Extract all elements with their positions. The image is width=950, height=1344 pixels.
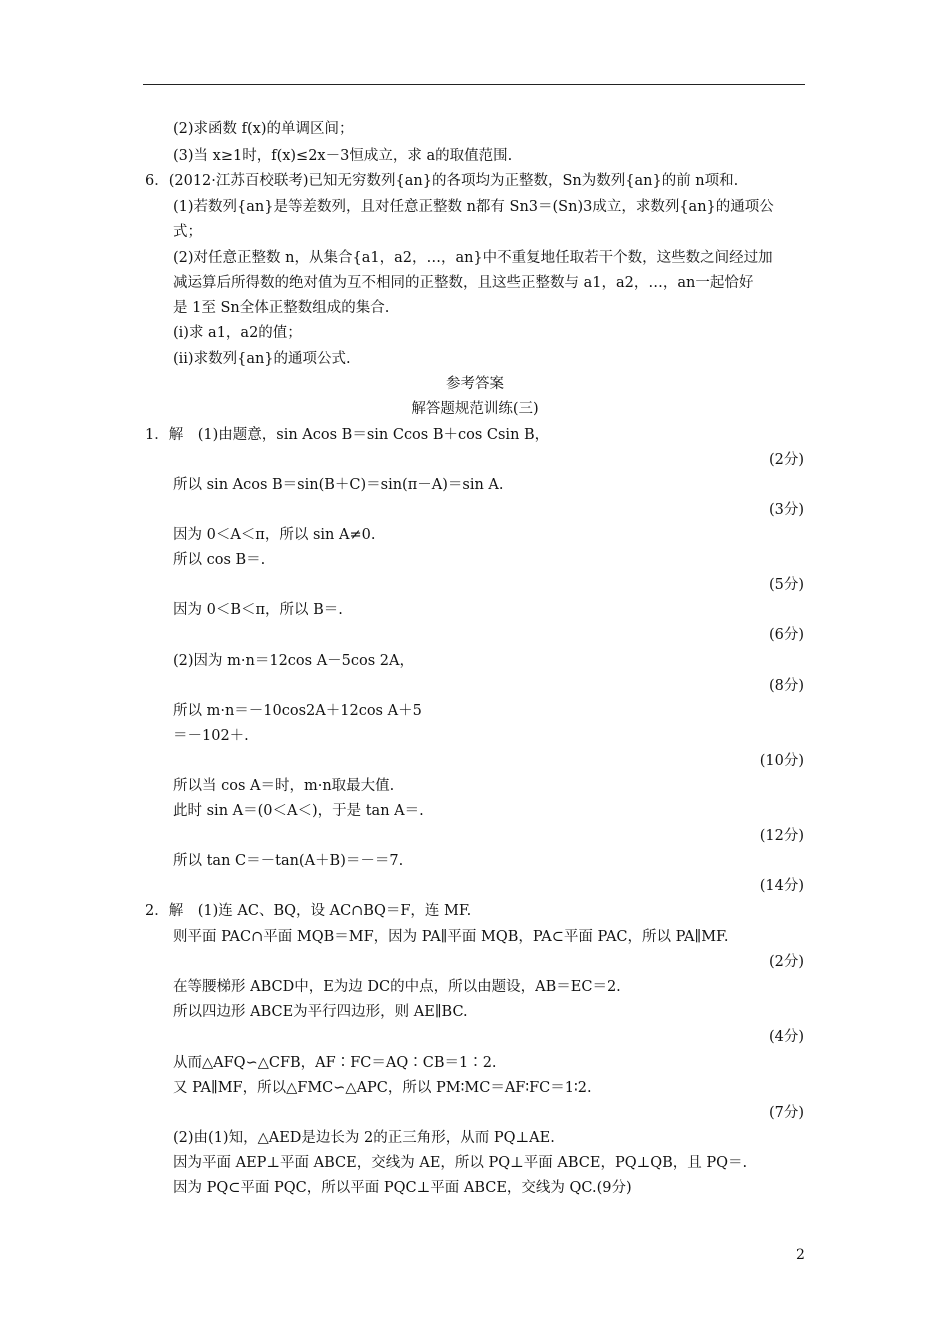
s2-line2: 则平面 PAC∩平面 MQB＝MF，因为 PA∥平面 MQB，PA⊂平面 PAC，所以 PA∥MF. <box>173 929 729 945</box>
s2-line4: 所以四边形 ABCE为平行四边形，则 AE∥BC. <box>173 1004 468 1020</box>
s1-line4: 所以 cos B＝. <box>173 552 266 568</box>
s1-line2: 所以 sin Acos B＝sin(B＋C)＝sin(π－A)＝sin A. <box>173 477 504 493</box>
q6-stem: 6．(2012·江苏百校联考)已知无穷数列{an}的各项均为正整数，Sn为数列{an}的前 n项和. <box>145 173 739 189</box>
s1-score7: (12分) <box>759 828 804 844</box>
q6-part2-line1: (2)对任意正整数 n，从集合{a1，a2，…，an}中不重复地任取若干个数，这些数之间经过加 <box>173 250 773 266</box>
s1-line7: 所以 m·n＝－10cos2A＋12cos A＋5 <box>173 703 422 719</box>
s1-score1: (2分) <box>768 452 804 468</box>
s2-score2: (4分) <box>768 1029 804 1045</box>
s1-score2: (3分) <box>768 502 804 518</box>
s2-line7: (2)由(1)知，△AED是边长为 2的正三角形，从而 PQ⊥AE. <box>173 1130 555 1146</box>
q6-part1-line2: 式； <box>173 224 202 240</box>
s1-score8: (14分) <box>759 878 804 894</box>
s1-line10: 此时 sin A＝(0＜A＜)，于是 tan A＝. <box>173 803 424 819</box>
s1-line6: (2)因为 m·n＝12cos A－5cos 2A， <box>173 653 414 669</box>
s1-line5: 因为 0＜B＜π，所以 B＝. <box>173 602 343 618</box>
q6-part2-line3: 是 1至 Sn全体正整数组成的集合. <box>173 300 390 316</box>
answers-subheading: 解答题规范训练(三) <box>411 401 539 417</box>
s2-line5: 从而△AFQ∽△CFB，AF∶FC＝AQ∶CB＝1∶2. <box>173 1055 497 1071</box>
s1-score5: (8分) <box>768 678 804 694</box>
answers-heading: 参考答案 <box>446 376 504 392</box>
s1-score6: (10分) <box>759 753 804 769</box>
s1-score3: (5分) <box>768 577 804 593</box>
s2-score3: (7分) <box>768 1105 804 1121</box>
q6-part1-line1: (1)若数列{an}是等差数列，且对任意正整数 n都有 Sn3＝(Sn)3成立，求数列{an}的通项公 <box>173 199 774 215</box>
s1-line3: 因为 0＜A＜π，所以 sin A≠0. <box>173 527 376 543</box>
s2-line9: 因为 PQ⊂平面 PQC，所以平面 PQC⊥平面 ABCE，交线为 QC.(9分) <box>173 1180 632 1196</box>
page-number: 2 <box>796 1247 805 1263</box>
s1-line1: 1．解 (1)由题意，sin Acos B＝sin Ccos B＋cos Csin B， <box>145 427 550 443</box>
s1-line9: 所以当 cos A＝时，m·n取最大值. <box>173 778 395 794</box>
s2-line6: 又 PA∥MF，所以△FMC∽△APC，所以 PM∶MC＝AF∶FC＝1∶2. <box>173 1080 592 1096</box>
header-rule <box>143 84 805 85</box>
s2-line8: 因为平面 AEP⊥平面 ABCE，交线为 AE，所以 PQ⊥平面 ABCE，PQ⊥QB，且 PQ＝. <box>173 1155 748 1171</box>
s1-line11: 所以 tan C＝－tan(A＋B)＝－＝7. <box>173 853 404 869</box>
s2-score1: (2分) <box>768 954 804 970</box>
s2-line1: 2．解 (1)连 AC、BQ，设 AC∩BQ＝F，连 MF. <box>145 903 472 919</box>
s1-line8: ＝－102＋. <box>173 728 249 744</box>
q5-part2: (2)求函数 f(x)的单调区间； <box>173 121 354 137</box>
s2-line3: 在等腰梯形 ABCD中，E为边 DC的中点，所以由题设，AB＝EC＝2. <box>173 979 621 995</box>
q5-part3: (3)当 x≥1时，f(x)≤2x－3恒成立，求 a的取值范围. <box>173 148 513 164</box>
s1-score4: (6分) <box>768 627 804 643</box>
q6-part2-line2: 减运算后所得数的绝对值为互不相同的正整数，且这些正整数与 a1，a2，…，an一起恰好 <box>173 275 754 291</box>
q6-sub-ii: (ⅱ)求数列{an}的通项公式. <box>173 351 351 367</box>
q6-sub-i: (ⅰ)求 a1，a2的值； <box>173 325 302 341</box>
